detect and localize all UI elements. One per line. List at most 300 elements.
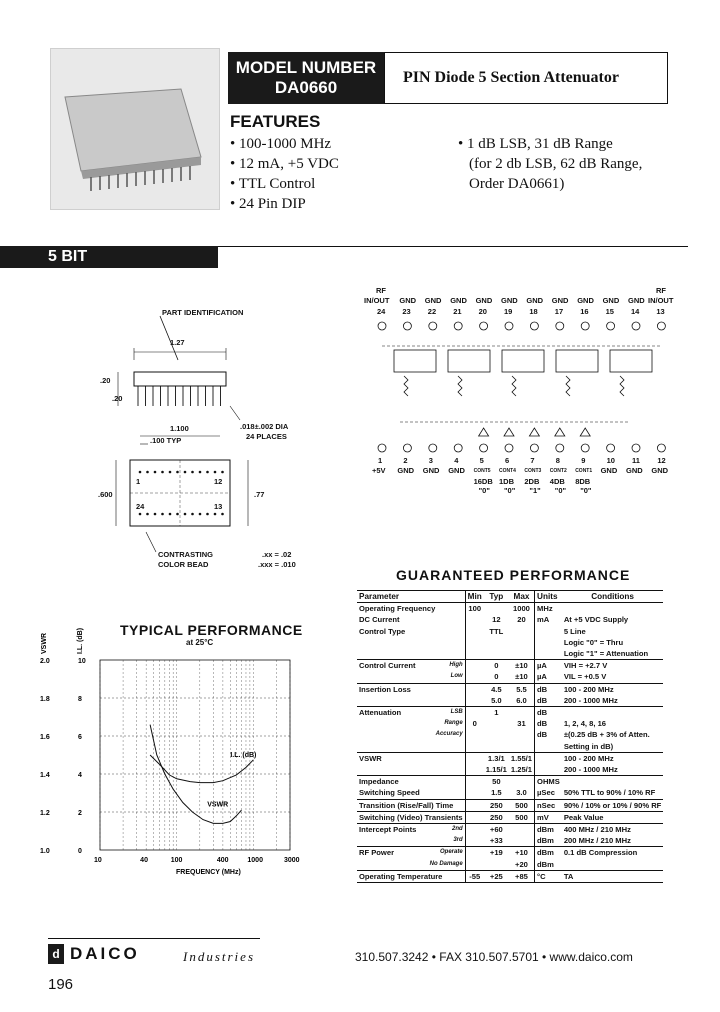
cell-max: 1.55/1 <box>509 752 535 764</box>
cell-max: 20 <box>517 615 526 625</box>
param-name: Control Current <box>359 661 416 671</box>
tolerance-2: .xx = .02 <box>262 550 292 559</box>
table-row <box>357 707 663 719</box>
cell-typ: 1.5 <box>491 788 502 798</box>
vswr-axis-label: VSWR <box>41 633 48 654</box>
param-cell <box>357 811 465 823</box>
schematic-bottom-pin-number: 3 <box>428 456 433 465</box>
param-name: Impedance <box>359 777 399 787</box>
cell-typ: 5.0 <box>491 695 502 705</box>
cell-min <box>465 824 484 836</box>
table-row <box>357 847 663 859</box>
rf-left-inout: IN/OUT <box>364 296 390 305</box>
schematic-top-pin <box>429 322 437 330</box>
model-number-value: DA0660 <box>274 78 338 97</box>
company-name: DAICO <box>70 944 140 963</box>
typical-chart <box>30 618 330 880</box>
table-row <box>357 683 663 695</box>
cell-c: 200 - 1000 MHz <box>563 765 618 775</box>
param-sub: Range <box>444 720 463 727</box>
schematic-top-pin <box>378 322 386 330</box>
dim-pin-span: 1.100 <box>170 424 189 433</box>
bit-state: "0" <box>554 486 567 495</box>
cell-typ: +19 <box>484 847 509 859</box>
cell-typ: 250 <box>484 799 509 811</box>
cell-u: µA <box>535 660 562 672</box>
cell-min <box>465 626 484 637</box>
schematic-top-gnd: GND <box>602 296 620 305</box>
cell-typ <box>484 648 509 660</box>
cell-max: +85 <box>509 870 535 882</box>
bit-label: 4DB <box>549 477 565 486</box>
dim-height: .20 <box>100 376 111 385</box>
schematic-top-pin <box>530 322 538 330</box>
col-conditions: Conditions <box>562 591 664 603</box>
schematic-bottom-pin-name: +5V <box>372 466 386 475</box>
param-name: Intercept Points <box>359 825 417 835</box>
param-sub: No Damage <box>429 860 463 867</box>
features-title: FEATURES <box>230 112 321 131</box>
cell-u: dBm <box>535 847 562 859</box>
cell-c: Logic "0" = Thru <box>563 637 624 647</box>
il-tick-label: 0 <box>78 848 82 855</box>
tolerance-3: .xxx = .010 <box>258 560 296 569</box>
schematic-bottom-pin-name: GND <box>600 466 618 475</box>
rf-right-inout: IN/OUT <box>648 296 674 305</box>
cell-typ: +33 <box>489 836 503 846</box>
cell-c: 0.1 dB Compression <box>562 847 664 859</box>
cell-min <box>465 787 484 799</box>
param-name: Transition (Rise/Fall) Time <box>359 800 454 810</box>
param-cell <box>357 637 465 648</box>
pin-1-label: 1 <box>136 477 141 486</box>
cell-typ: 0 <box>484 660 509 672</box>
il-tick-label: 6 <box>78 734 82 741</box>
cell-c <box>562 603 664 615</box>
vswr-tick-label: 1.6 <box>40 734 50 741</box>
cell-u <box>535 764 562 776</box>
table-row <box>357 718 663 729</box>
cell-u: µSec <box>535 787 562 799</box>
schematic-top-pin <box>581 322 589 330</box>
cell-max <box>509 835 535 847</box>
table-row <box>357 870 663 882</box>
typical-subtitle: at 25°C <box>186 638 214 647</box>
x-tick-label: 100 <box>170 857 183 864</box>
cell-u: OHMS <box>535 776 562 788</box>
param-name: Control Type <box>359 626 406 636</box>
model-number-label: MODEL NUMBER <box>235 58 377 77</box>
cell-u: dB <box>535 683 562 695</box>
schematic-bottom-pin-name: CONT3 <box>524 468 542 474</box>
table-row <box>357 637 663 648</box>
schematic-bottom-pin <box>581 444 589 452</box>
cell-u: dB <box>535 707 562 719</box>
cell-min <box>465 671 484 683</box>
x-tick-label: 40 <box>140 857 148 864</box>
schematic-top-gnd: GND <box>501 296 518 305</box>
table-row <box>357 799 663 811</box>
pin-13-label: 13 <box>214 502 223 511</box>
cell-u: mV <box>535 811 562 823</box>
dim-row-spacing: .600 <box>98 490 113 499</box>
schematic-bottom-pin-name: CONT2 <box>549 468 567 474</box>
param-cell <box>357 799 465 811</box>
cell-c: At +5 VDC Supply <box>563 615 629 625</box>
pin-count: 24 PLACES <box>246 432 287 441</box>
cell-max: +20 <box>515 859 528 869</box>
x-tick-label: 1000 <box>247 857 263 864</box>
vswr-tick-label: 2.0 <box>40 658 50 665</box>
cell-u: µA <box>535 671 562 683</box>
schematic-top-pin <box>480 322 488 330</box>
cell-c <box>562 859 664 871</box>
cell-max <box>509 776 535 788</box>
cell-typ: 12 <box>492 615 501 625</box>
cell-max: 3.0 <box>516 788 527 798</box>
table-row <box>357 824 663 836</box>
cell-u <box>535 626 562 637</box>
schematic-bottom-pin-name: CONT4 <box>499 468 516 474</box>
il-tick-label: 10 <box>78 658 86 665</box>
cell-u <box>535 741 562 753</box>
cell-max: 1.25/1 <box>510 765 533 775</box>
col-min: Min <box>465 591 484 603</box>
schematic-top-gnd: GND <box>424 296 442 305</box>
cell-c <box>562 707 664 719</box>
schematic-bottom-pin <box>556 444 564 452</box>
cell-min <box>465 729 484 740</box>
param-cell <box>357 776 465 788</box>
cell-c: TA <box>562 870 664 882</box>
schematic-bottom-pin-number: 8 <box>555 456 560 465</box>
feature-item: (for 2 db LSB, 62 dB Range, <box>469 156 643 172</box>
cell-typ: TTL <box>489 626 504 636</box>
cell-min <box>465 764 484 776</box>
bit-label: 2DB <box>524 477 540 486</box>
table-row <box>357 764 663 776</box>
schematic-bottom-pin-name: GND <box>422 466 440 475</box>
schematic-top-pin-number: 21 <box>453 307 462 316</box>
cell-min <box>465 847 484 859</box>
schematic <box>360 286 690 498</box>
cell-u <box>535 752 562 764</box>
cell-c: 200 - 1000 MHz <box>563 695 618 705</box>
param-cell <box>357 648 465 660</box>
vswr-curve-label: VSWR <box>207 801 229 809</box>
cell-typ: 50 <box>484 776 509 788</box>
cell-min <box>465 835 484 847</box>
series-line-vswr <box>150 725 241 824</box>
param-cell <box>357 660 465 672</box>
guaranteed-table <box>357 590 663 883</box>
schematic-bottom-pin-number: 1 <box>378 456 383 465</box>
cell-c: 1, 2, 4, 8, 16 <box>563 719 607 729</box>
pin-24-label: 24 <box>136 502 145 511</box>
bit-state: "0" <box>504 486 516 495</box>
cell-u: dB <box>535 718 562 729</box>
cell-typ <box>484 603 509 615</box>
table-row <box>357 648 663 660</box>
schematic-top-pin <box>657 322 665 330</box>
cell-max: 31 <box>517 719 526 729</box>
table-row <box>357 614 663 625</box>
cell-u: mA <box>535 614 562 625</box>
cell-min <box>465 683 484 695</box>
param-name: Operating Temperature <box>359 871 443 881</box>
cell-typ: +60 <box>484 824 509 836</box>
schematic-top-pin-number: 15 <box>605 307 614 316</box>
param-cell <box>357 835 465 847</box>
table-row <box>357 660 663 672</box>
schematic-driver <box>479 428 489 436</box>
daico-logo-mark: d <box>48 944 64 964</box>
cell-max: ±10 <box>509 660 535 672</box>
pin-diameter: .018±.002 DIA <box>240 422 289 431</box>
cell-c <box>562 776 664 788</box>
cell-min: 0 <box>465 718 484 729</box>
section-rule <box>218 246 688 247</box>
param-cell <box>357 671 465 683</box>
cell-max <box>509 648 535 660</box>
vswr-tick-label: 1.8 <box>40 696 50 703</box>
schematic-bottom-pin <box>378 444 386 452</box>
vswr-tick-label: 1.2 <box>40 810 50 817</box>
cell-max: 500 <box>509 811 535 823</box>
schematic-bottom-pin-number: 2 <box>403 456 408 465</box>
param-name: Attenuation <box>359 708 402 718</box>
schematic-top-pin <box>556 322 564 330</box>
plot-frame <box>100 660 290 850</box>
dim-width: .77 <box>254 490 265 499</box>
feature-item: Order DA0661) <box>469 176 565 192</box>
x-tick-label: 400 <box>216 857 229 864</box>
table-row <box>357 695 663 707</box>
footer-rule <box>48 938 260 939</box>
cell-c: 50% TTL to 90% / 10% RF <box>563 788 656 798</box>
cell-min <box>465 707 484 719</box>
table-row <box>357 811 663 823</box>
dim-pitch: .100 TYP <box>150 436 182 445</box>
cell-c: VIL = +0.5 V <box>563 672 607 682</box>
schematic-top-pin-number: 14 <box>631 307 640 316</box>
typical-title: TYPICAL PERFORMANCE <box>120 622 303 638</box>
param-name: Switching Speed <box>359 788 420 798</box>
cell-typ: 0 <box>494 672 499 682</box>
cell-typ: +25 <box>484 870 509 882</box>
param-sub: High <box>449 662 463 669</box>
cell-c: 200 MHz / 210 MHz <box>563 836 631 846</box>
dim-length: 1.27 <box>170 338 185 347</box>
cell-c: Peak Value <box>562 811 664 823</box>
dim-pin-length: .20 <box>112 394 123 403</box>
schematic-top-gnd: GND <box>526 296 544 305</box>
schematic-bottom-pin-name: GND <box>651 466 669 475</box>
cell-c: VIH = +2.7 V <box>562 660 664 672</box>
feature-item: • 1 dB LSB, 31 dB Range <box>458 136 613 152</box>
schematic-top-pin-number: 20 <box>478 307 487 316</box>
param-cell <box>357 729 465 740</box>
schematic-top-gnd: GND <box>628 296 645 305</box>
schematic-top-pin-number: 23 <box>402 307 411 316</box>
features-left <box>230 134 339 214</box>
cell-u: dBm <box>535 859 562 871</box>
cell-max: 6.0 <box>516 695 527 705</box>
param-cell <box>357 695 465 707</box>
param-sub: LSB <box>450 709 463 716</box>
cell-typ: 1.15/1 <box>485 765 507 775</box>
param-cell <box>357 683 465 695</box>
il-tick-label: 4 <box>78 772 82 779</box>
schematic-top-gnd: GND <box>399 296 417 305</box>
schematic-top-pin <box>403 322 411 330</box>
schematic-top-pin-number: 16 <box>580 307 589 316</box>
cell-min <box>465 859 484 871</box>
feature-item: • 24 Pin DIP <box>230 196 306 212</box>
table-row <box>357 626 663 637</box>
bead-label-2: COLOR BEAD <box>158 560 209 569</box>
param-cell <box>357 752 465 764</box>
param-sub: Low <box>450 673 463 680</box>
schematic-top-pin <box>454 322 462 330</box>
param-cell <box>357 824 465 836</box>
series-line-il <box>150 755 253 783</box>
cell-u: MHz <box>535 603 562 615</box>
cell-max <box>509 626 535 637</box>
rf-right-label: RF <box>656 286 666 295</box>
param-cell <box>357 787 465 799</box>
schematic-top-pin-number: 13 <box>656 307 665 316</box>
product-photo <box>50 48 220 210</box>
cell-max: 1000 <box>509 603 535 615</box>
param-sub: Operate <box>439 849 463 856</box>
param-cell <box>357 603 465 615</box>
col-typ: Typ <box>484 591 509 603</box>
cell-min <box>465 660 484 672</box>
schematic-bottom-pin <box>403 444 411 452</box>
param-cell <box>357 870 465 882</box>
table-header <box>357 591 663 603</box>
typical-chart-svg <box>30 618 330 880</box>
param-sub: 2nd <box>452 826 463 833</box>
bit-label: 8DB <box>575 477 591 486</box>
schematic-top-pin-number: 18 <box>529 307 538 316</box>
cell-u: dBm <box>535 824 562 836</box>
param-name: DC Current <box>359 615 400 625</box>
page-number: 196 <box>48 976 74 993</box>
bit-label: 1DB <box>499 477 515 486</box>
schematic-bottom-pin-number: 10 <box>606 456 615 465</box>
il-tick-label: 8 <box>78 696 82 703</box>
bead-label: CONTRASTING <box>158 550 213 559</box>
cell-min <box>465 648 484 660</box>
product-title: PIN Diode 5 Section Attenuator <box>384 52 668 104</box>
param-name: RF Power <box>359 848 395 858</box>
cell-typ: 250 <box>484 811 509 823</box>
cell-max: 500 <box>509 799 535 811</box>
cell-max <box>509 729 535 740</box>
param-cell <box>357 741 465 753</box>
cell-typ: 4.5 <box>484 683 509 695</box>
cell-min <box>465 776 484 788</box>
schematic-top-pin-number: 24 <box>377 307 386 316</box>
param-cell <box>357 718 465 729</box>
dip-package-image <box>65 89 201 191</box>
col-max: Max <box>509 591 535 603</box>
cell-typ <box>484 741 509 753</box>
schematic-bottom-pin-number: 4 <box>454 456 459 465</box>
table-row <box>357 603 663 615</box>
schematic-top-pin <box>505 322 513 330</box>
il-curve-label: I.L. (dB) <box>230 751 257 759</box>
schematic-bottom-pin <box>632 444 640 452</box>
param-name: VSWR <box>359 753 382 763</box>
cell-u: nSec <box>535 799 562 811</box>
col-units: Units <box>535 591 562 603</box>
schematic-bottom-pin <box>429 444 437 452</box>
bit-state: "1" <box>529 486 541 495</box>
feature-item: • TTL Control <box>230 176 316 192</box>
bit-label: 16DB <box>473 477 493 486</box>
param-cell <box>357 626 465 637</box>
table-row <box>357 729 663 740</box>
schematic-driver <box>555 428 565 436</box>
param-sub: 3rd <box>453 837 463 844</box>
cell-typ: 1 <box>484 707 509 719</box>
model-number-box <box>228 52 384 104</box>
part-id-label: PART IDENTIFICATION <box>162 308 244 317</box>
vswr-tick-label: 1.0 <box>40 848 50 855</box>
schematic-top-pin-number: 22 <box>427 307 437 316</box>
schematic-bottom-pin-name: CONT5 <box>473 468 491 474</box>
schematic-bottom-pin <box>505 444 513 452</box>
x-tick-label: 3000 <box>284 857 300 864</box>
cell-min <box>465 695 484 707</box>
cell-c: 100 - 200 MHz <box>562 752 664 764</box>
cell-u: °C <box>535 870 562 882</box>
col-parameter: Parameter <box>357 591 465 603</box>
contact-info: 310.507.3242 • FAX 310.507.5701 • www.daico.com <box>355 950 633 964</box>
cell-min <box>465 637 484 648</box>
rf-left-label: RF <box>376 286 386 295</box>
cell-max: ±10 <box>515 672 528 682</box>
schematic-top-pin <box>607 322 615 330</box>
schematic-bottom-pin-number: 7 <box>530 456 535 465</box>
cell-min <box>465 741 484 753</box>
x-axis-label: FREQUENCY (MHz) <box>176 869 241 876</box>
cell-max <box>509 824 535 836</box>
cell-typ <box>484 637 509 648</box>
cell-min <box>465 614 484 625</box>
cell-c: 400 MHz / 210 MHz <box>562 824 664 836</box>
cell-typ <box>484 859 509 871</box>
cell-min <box>465 752 484 764</box>
cell-u: dBm <box>535 835 562 847</box>
features-right <box>458 134 642 194</box>
cell-c: 5 Line <box>563 626 586 636</box>
param-cell <box>357 847 465 859</box>
cell-typ: 1.3/1 <box>484 752 509 764</box>
cell-c: ±(0.25 dB + 3% of Atten. <box>563 730 650 740</box>
schematic-bottom-pin-number: 11 <box>632 456 640 465</box>
cell-c: Logic "1" = Attenuation <box>563 649 649 659</box>
param-name: Operating Frequency <box>359 604 436 614</box>
schematic-top-pin <box>632 322 640 330</box>
table-row <box>357 835 663 847</box>
schematic-top-gnd: GND <box>475 296 493 305</box>
table-row <box>357 776 663 788</box>
schematic-bottom-pin-number: 6 <box>505 456 510 465</box>
